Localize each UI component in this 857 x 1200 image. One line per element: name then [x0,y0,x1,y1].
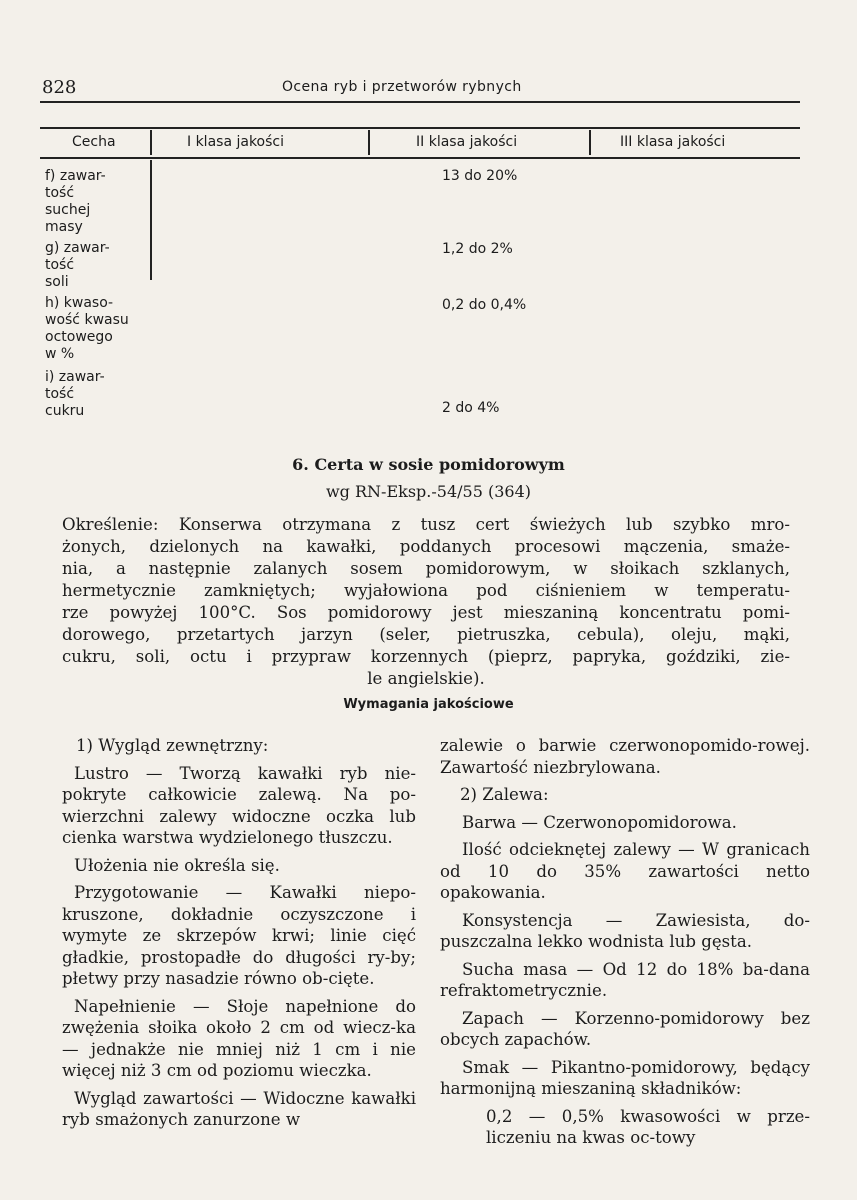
definition-paragraph [62,514,790,690]
table-top-rule [40,127,800,129]
table-row-label: g) zawar- tość soli [45,240,110,290]
table-row-value: 1,2 do 2% [442,241,513,257]
table-header-class-3: III klasa jakości [620,134,726,150]
table-header-class-2: II klasa jakości [416,134,518,150]
paragraph: 0,2 — 0,5% kwasowości w prze-liczeniu na kwas oc-towy [486,1106,810,1147]
table-header-divider [150,130,152,155]
table-header-cecha: Cecha [72,134,116,150]
paragraph: Ilość odcieknętej zalewy — W granicach od 10 do 35% zawartości netto opakowania. [440,840,810,902]
text-line: nia, a następnie zalanych sosem pomidorowym, w słoikach szklanych, [62,559,790,578]
text-line: Określenie: Konserwa otrzymana z tusz cert świeżych lub szybko mro- [62,515,790,534]
text-line: hermetycznie zamkniętych; wyjałowiona pod ciśnieniem w temperatu- [62,581,790,600]
paragraph: Smak — Pikantno-pomidorowy, będący harmonijną mieszaniną składników: [440,1057,810,1098]
table-row-value: 2 do 4% [442,400,500,416]
header-rule [40,101,800,103]
paragraph: Ułożenia nie określa się. [74,855,280,875]
text-line: żonych, dzielonych na kawałki, poddanych procesowi mączenia, smaże- [62,537,790,556]
running-title: Ocena ryb i przetworów rybnych [282,79,522,95]
paragraph: zalewie o barwie czerwonopomido-rowej. Zawartość niezbrylowana. [440,736,810,777]
paragraph: Konsystencja — Zawiesista, do-puszczalna lekko wodnista lub gęsta. [440,910,810,951]
left-column [62,735,416,1137]
requirements-heading: Wymagania jakościowe [343,697,514,712]
section-title: 6. Certa w sosie pomidorowym [292,455,565,474]
table-row-label: h) kwaso- wość kwasu octowego w % [45,295,129,362]
text-line: cukru, soli, octu i przypraw korzennych (pieprz, papryka, goździki, zie- [62,647,790,666]
page-number: 828 [42,77,77,98]
table-header-divider [368,130,370,155]
paragraph: Sucha masa — Od 12 do 18% ba-dana refraktometrycznie. [440,959,810,1000]
paragraph: Lustro — Tworzą kawałki ryb nie-pokryte całkowicie zalewą. Na po-wierzchni zalewy widoczne oczka lub cienka warstwa wydzielonego tłuszczu. [62,763,416,847]
text-line: dorowego, przetartych jarzyn (seler, pietruszka, cebula), oleju, mąki, [62,625,790,644]
table-row-value: 0,2 do 0,4% [442,297,527,313]
paragraph: Zapach — Korzenno-pomidorowy bez obcych zapachów. [440,1008,810,1049]
text-line: rze powyżej 100°C. Sos pomidorowy jest mieszaniną koncentratu pomi- [62,603,790,622]
table-header-class-1: I klasa jakości [187,134,285,150]
table-header-divider [589,130,591,155]
paragraph: Wygląd zawartości — Widoczne kawałki ryb smażonych zanurzone w [62,1088,416,1129]
paragraph: Przygotowanie — Kawałki niepo-kruszone, dokładnie oczyszczone i wymyte ze skrzepów krwi; linie cięć gładkie, prostopadłe do długości ry-by; płetwy przy nasadzie równo ob-cięte. [62,883,416,988]
table-row-value: 13 do 20% [442,168,518,184]
paragraph: 2) Zalewa: [460,785,549,804]
right-column [440,735,810,1155]
paragraph: 1) Wygląd zewnętrzny: [76,736,269,755]
section-subtitle: wg RN-Eksp.-54/55 (364) [325,482,531,501]
table-row-label: i) zawar- tość cukru [45,369,105,419]
text-line: le angielskie). [367,669,485,688]
table-header-rule [40,157,800,159]
table-row-label: f) zawar- tość suchej masy [45,168,106,235]
paragraph: Napełnienie — Słoje napełnione do zwężenia słoika około 2 cm od wiecz-ka — jednakże nie mniej niż 1 cm i nie więcej niż 3 cm od poziomu wieczka. [62,996,416,1080]
table-column-divider [150,160,152,280]
paragraph: Barwa — Czerwonopomidorowa. [462,812,737,832]
